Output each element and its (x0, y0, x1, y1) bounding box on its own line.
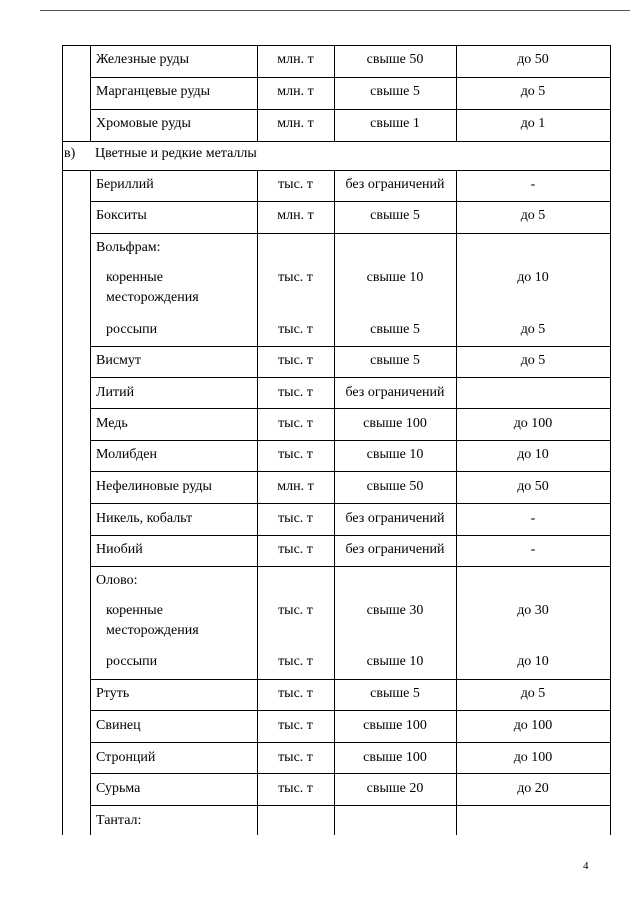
unit-cell: тыс. т (278, 686, 313, 701)
table-hline (90, 710, 611, 711)
unit-cell: тыс. т (278, 781, 313, 796)
medium-deposit-cell: до 5 (520, 208, 546, 223)
large-deposit-cell: свыше 10 (366, 654, 424, 669)
large-deposit-cell: свыше 10 (366, 447, 424, 462)
table-hline (90, 233, 611, 234)
deposit-type: россыпи (106, 322, 158, 337)
medium-deposit-cell: - (530, 177, 536, 192)
large-deposit-cell: свыше 5 (370, 208, 420, 223)
table-hline (62, 45, 611, 46)
table-hline (90, 77, 611, 78)
table-hline (90, 805, 611, 806)
unit-cell: тыс. т (278, 270, 313, 285)
large-deposit-cell: свыше 5 (370, 686, 420, 701)
unit-cell: млн. т (277, 208, 314, 223)
page-number: 4 (583, 860, 589, 872)
table-hline (62, 170, 611, 171)
mineral-name: Олово: (96, 573, 138, 588)
large-deposit-cell: свыше 1 (370, 116, 420, 131)
mineral-name: Железные руды (96, 52, 190, 67)
mineral-name: Литий (96, 385, 135, 400)
large-deposit-cell: без ограничений (345, 542, 445, 557)
table-hline (62, 141, 611, 142)
large-deposit-cell: свыше 20 (366, 781, 424, 796)
table-hline (90, 201, 611, 202)
deposit-type: россыпи (106, 654, 158, 669)
table-hline (90, 566, 611, 567)
large-deposit-cell: свыше 50 (366, 479, 424, 494)
medium-deposit-cell: до 5 (520, 322, 546, 337)
table-vline-1 (90, 170, 91, 835)
unit-cell: тыс. т (278, 542, 313, 557)
mineral-name: Молибден (96, 447, 157, 462)
table-hline (90, 742, 611, 743)
large-deposit-cell: свыше 50 (366, 52, 424, 67)
medium-deposit-cell: - (530, 542, 536, 557)
medium-deposit-cell: до 100 (513, 718, 553, 733)
table-vline-right (610, 45, 611, 835)
large-deposit-cell: без ограничений (345, 177, 445, 192)
large-deposit-cell: свыше 10 (366, 270, 424, 285)
medium-deposit-cell: до 5 (520, 353, 546, 368)
table-hline (90, 440, 611, 441)
large-deposit-cell: свыше 5 (370, 353, 420, 368)
table-hline (90, 109, 611, 110)
table-hline (90, 773, 611, 774)
medium-deposit-cell: до 30 (517, 603, 549, 618)
large-deposit-cell: свыше 100 (363, 718, 427, 733)
table-hline (90, 503, 611, 504)
medium-deposit-cell: до 10 (517, 654, 549, 669)
unit-cell: тыс. т (278, 177, 313, 192)
unit-cell: тыс. т (278, 353, 313, 368)
unit-cell: тыс. т (278, 654, 313, 669)
mineral-name: Ртуть (96, 686, 130, 701)
mineral-name: Стронций (96, 750, 156, 765)
large-deposit-cell: свыше 100 (363, 750, 427, 765)
medium-deposit-cell: до 50 (517, 479, 549, 494)
large-deposit-cell: свыше 30 (366, 603, 424, 618)
section-title: Цветные и редкие металлы (95, 146, 257, 161)
section-letter: в) (64, 146, 76, 161)
unit-cell: тыс. т (278, 416, 313, 431)
mineral-name: Вольфрам: (96, 240, 161, 255)
mineral-name: Бериллий (96, 177, 154, 192)
large-deposit-cell: без ограничений (345, 385, 445, 400)
large-deposit-cell: свыше 5 (370, 322, 420, 337)
unit-cell: млн. т (277, 479, 314, 494)
large-deposit-cell: без ограничений (345, 511, 445, 526)
medium-deposit-cell: до 100 (513, 416, 553, 431)
deposit-type-cont: месторождения (106, 290, 199, 305)
mineral-name: Марганцевые руды (96, 84, 211, 99)
unit-cell: тыс. т (278, 750, 313, 765)
mineral-name: Медь (96, 416, 128, 431)
deposit-type: коренные (106, 603, 163, 618)
medium-deposit-cell: до 5 (520, 686, 546, 701)
table-vline-left (62, 45, 63, 835)
mineral-name: Свинец (96, 718, 141, 733)
large-deposit-cell: свыше 100 (363, 416, 427, 431)
table-hline (90, 346, 611, 347)
page-top-border (40, 10, 630, 11)
medium-deposit-cell: до 1 (520, 116, 546, 131)
medium-deposit-cell: до 20 (517, 781, 549, 796)
deposit-type-cont: месторождения (106, 623, 199, 638)
unit-cell: тыс. т (278, 385, 313, 400)
unit-cell: млн. т (277, 116, 314, 131)
table-vline-1 (90, 45, 91, 141)
mineral-name: Нефелиновые руды (96, 479, 212, 494)
table-hline (90, 408, 611, 409)
medium-deposit-cell: до 50 (517, 52, 549, 67)
unit-cell: тыс. т (278, 718, 313, 733)
table-hline (90, 535, 611, 536)
mineral-name: Сурьма (96, 781, 141, 796)
deposit-type: коренные (106, 270, 163, 285)
medium-deposit-cell: до 10 (517, 270, 549, 285)
mineral-name: Ниобий (96, 542, 143, 557)
mineral-name: Хромовые руды (96, 116, 191, 131)
mineral-name: Тантал: (96, 813, 142, 828)
table-hline (90, 377, 611, 378)
mineral-name: Никель, кобальт (96, 511, 193, 526)
medium-deposit-cell: до 10 (517, 447, 549, 462)
unit-cell: тыс. т (278, 511, 313, 526)
table-hline (90, 679, 611, 680)
medium-deposit-cell: до 100 (513, 750, 553, 765)
large-deposit-cell: свыше 5 (370, 84, 420, 99)
unit-cell: млн. т (277, 84, 314, 99)
medium-deposit-cell: - (530, 511, 536, 526)
mineral-name: Бокситы (96, 208, 147, 223)
unit-cell: тыс. т (278, 603, 313, 618)
unit-cell: тыс. т (278, 447, 313, 462)
table-hline (90, 471, 611, 472)
mineral-name: Висмут (96, 353, 142, 368)
medium-deposit-cell: до 5 (520, 84, 546, 99)
unit-cell: млн. т (277, 52, 314, 67)
unit-cell: тыс. т (278, 322, 313, 337)
